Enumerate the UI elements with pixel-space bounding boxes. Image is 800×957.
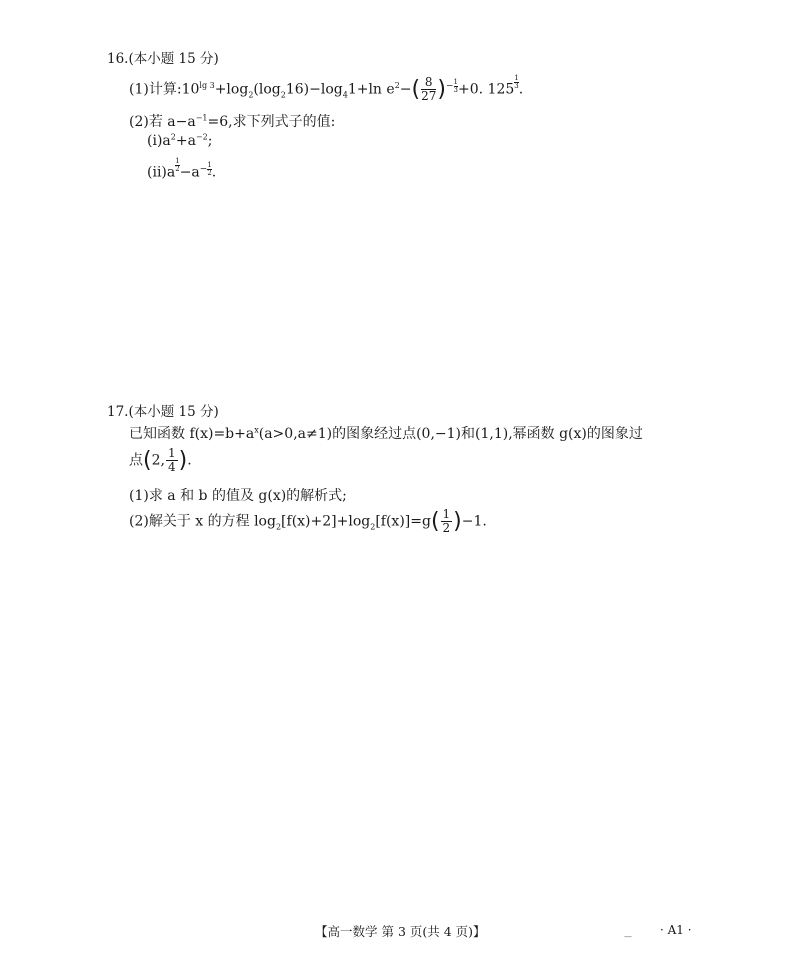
q16-sub1-label: (ⅰ)a (147, 133, 171, 149)
fraction-1-4: $\frac{1}{4}$ (167, 446, 176, 474)
q17-part2-c: [f(x)]=g (375, 513, 431, 530)
q17-line2 (129, 447, 192, 474)
paper-code: · A1 · (660, 923, 692, 937)
paren-right: ) (453, 509, 462, 534)
q17-line1 (129, 423, 643, 443)
question-17-title: 17.(本小题 15 分) (107, 404, 219, 420)
q16-expr-e: 1+ln e (347, 81, 395, 98)
q16-part2-sup: −1 (195, 113, 208, 123)
paren-left: ( (411, 77, 421, 103)
q17-line1-b: (a>0,a≠1)的图象经过点(0,−1)和(1,1),幂函数 g(x)的图象过 (258, 426, 643, 442)
q16-sub1-mid: +a (175, 133, 196, 149)
paren-left: ( (143, 448, 152, 473)
q16-expr-b: +log (214, 81, 249, 98)
q16-part1 (129, 75, 523, 103)
fraction-1-2: $\frac{1}{2}$ (442, 507, 451, 535)
q16-sup-a: lg 3 (199, 81, 215, 90)
question-16-title: 16.(本小题 15 分) (107, 51, 219, 67)
exponent-one-half: $\frac{1}{2}$ (175, 157, 180, 173)
fraction-8-27: $\frac{8}{27}$ (421, 75, 437, 104)
exponent-neg-one-third: − $\frac{1}{3}$ (445, 77, 458, 94)
q16-expr-f: − (399, 81, 412, 98)
q16-part2-text: (2)若 a−a (129, 114, 196, 130)
q16-sub2-mid: −a (179, 164, 200, 181)
q16-sub1-sup1: 2 (170, 132, 176, 142)
q16-expr-a: 10 (181, 81, 200, 98)
q16-sub1 (147, 133, 212, 149)
paren-right: ) (437, 77, 446, 103)
q17-line2-end: . (187, 452, 192, 469)
q16-expr-c: (log (253, 81, 281, 98)
q16-sub-b: 2 (248, 90, 254, 100)
q16-sub-d: 4 (342, 90, 348, 100)
q16-sub2-end: . (211, 164, 217, 181)
q16-sup-e: 2 (394, 81, 400, 90)
q16-sub-c: 2 (280, 90, 286, 100)
paren-right: ) (178, 448, 188, 473)
q17-part2-end: −1. (461, 513, 487, 530)
q16-sub1-sup2: −2 (195, 132, 208, 142)
q17-line2-a: 点 (129, 452, 143, 469)
q17-line1-a: 已知函数 f(x)=b+a (129, 426, 255, 442)
q17-part2 (129, 508, 487, 535)
q16-expr-g: +0. 125 (458, 81, 515, 98)
q16-part1-end: . (518, 81, 524, 98)
footer-dash: — (624, 932, 632, 941)
q17-part2-sub2: 2 (370, 522, 376, 532)
exponent-one-third: $\frac{1}{3}$ (514, 74, 519, 90)
q17-line1-sup: x (254, 425, 259, 435)
q17-line2-b: 2, (151, 452, 165, 469)
q16-part1-label: (1)计算: (129, 81, 182, 98)
q16-part2-rest: =6,求下列式子的值: (207, 114, 336, 130)
q16-sub2 (147, 158, 216, 181)
page-footer: 【高一数学 第 3 页(共 4 页)】 (315, 924, 486, 939)
q17-part2-a: (2)解关于 x 的方程 log (129, 513, 276, 530)
paren-left: ( (430, 509, 440, 534)
q17-part2-b: [f(x)+2]+log (281, 513, 371, 530)
q16-part2 (129, 111, 335, 131)
q16-expr-d: 16)−log (285, 81, 343, 98)
q16-sub1-end: ; (207, 133, 213, 149)
q17-part2-sub1: 2 (275, 522, 282, 532)
exponent-neg-one-half: − $\frac{1}{2}$ (199, 160, 212, 177)
q17-part1: (1)求 a 和 b 的值及 g(x)的解析式; (129, 488, 347, 504)
q16-sub2-label: (ⅱ)a (147, 164, 176, 181)
